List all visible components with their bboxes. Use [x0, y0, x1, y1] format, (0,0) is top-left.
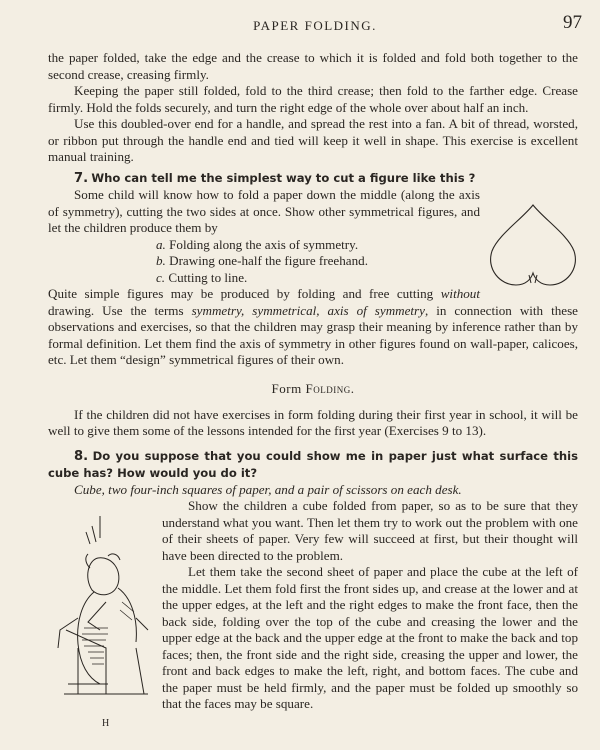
heart-figure-illustration	[488, 193, 578, 291]
page-number: 97	[563, 12, 582, 33]
question-7	[48, 170, 578, 188]
paragraph: Keeping the paper still folded, fold to the third crease; then fold to the farther edge. Crease firmly. Hold the folds securely, and turn the right edge of the whole over about half an inch.	[48, 83, 578, 115]
heart-outline	[491, 205, 576, 285]
paragraph: the paper folded, take the edge and the crease to which it is folded and fold both together to the second crease, creasing firmly.	[48, 50, 578, 82]
page-header	[48, 10, 582, 40]
list-item: b. Drawing one-half the figure freehand.	[156, 253, 368, 268]
child-drawing	[48, 498, 158, 703]
paragraph: Show the children a cube folded from paper, so as to be sure that they understand what you want. Then let them try to work out the problem with one of their sheets of paper. Very few will succeed at first, but their thought will have been directed to the problem.	[162, 498, 578, 563]
question-text: Do you suppose that you could show me in paper just what surface this cube has? How would you do it?	[48, 448, 578, 480]
paragraph: Some child will know how to fold a paper down the middle (along the axis of symmetry), cutting the two sides at once. Show other symmetrical figures, and let the children produce them by	[48, 187, 480, 235]
child-at-desk-illustration	[48, 498, 158, 703]
running-head: PAPER FOLDING.	[253, 18, 377, 33]
paragraph: Use this doubled-over end for a handle, and spread the rest into a fan. A bit of thread, worsted, or ribbon put through the handle end and tied will keep it well in shape. This exercise is excellent manual training.	[48, 116, 578, 164]
signature-mark: H	[102, 718, 111, 729]
list-item: a. Folding along the axis of symmetry.	[156, 236, 359, 252]
page-body	[48, 50, 578, 713]
materials-line: Cube, two four-inch squares of paper, and a pair of scissors on each desk.	[74, 481, 462, 497]
list-item: c. Cutting to line.	[156, 269, 248, 285]
paragraph: Quite simple figures may be produced by folding and free cutting without drawing. Use the terms symmetry, symmetrical, axis of symmetry, in connection with these observations and exercises, so that the children may grasp their meaning by inference rather than by formal definition. Let them find the axis of symmetry in other figures found on wall-paper, calicoes, etc. Let them “design” symmetrical figures of their own.	[48, 286, 578, 367]
section-title: Form Folding.	[271, 380, 355, 396]
question-8	[48, 448, 578, 482]
question-number: 7.	[74, 170, 89, 186]
question-text: Who can tell me the simplest way to cut a figure like this ?	[91, 170, 476, 185]
paragraph: If the children did not have exercises in form folding during their first year in school, it will be well to give them some of the lessons intended for the first year (Exercises 9 to 13).	[48, 406, 578, 438]
stem-mark	[529, 275, 537, 283]
paragraph: Let them take the second sheet of paper and place the cube at the left of the middle. Let them fold first the front sides up, and crease at the lower and at the upper edges, at the left and the right edges to make the front face, then the back side, folding over the top of the cube and creasing the lower and the upper edge at the back and the upper edge at the front to make the back and top faces; then, the front side and the right side, creasing the upper and lower, the front and back edges to make the left, right, and bottom faces. The cube and the paper must be held firmly, and the paper must be folded up smoothly so that the faces may be square.	[162, 564, 578, 711]
question-number: 8.	[74, 448, 89, 464]
